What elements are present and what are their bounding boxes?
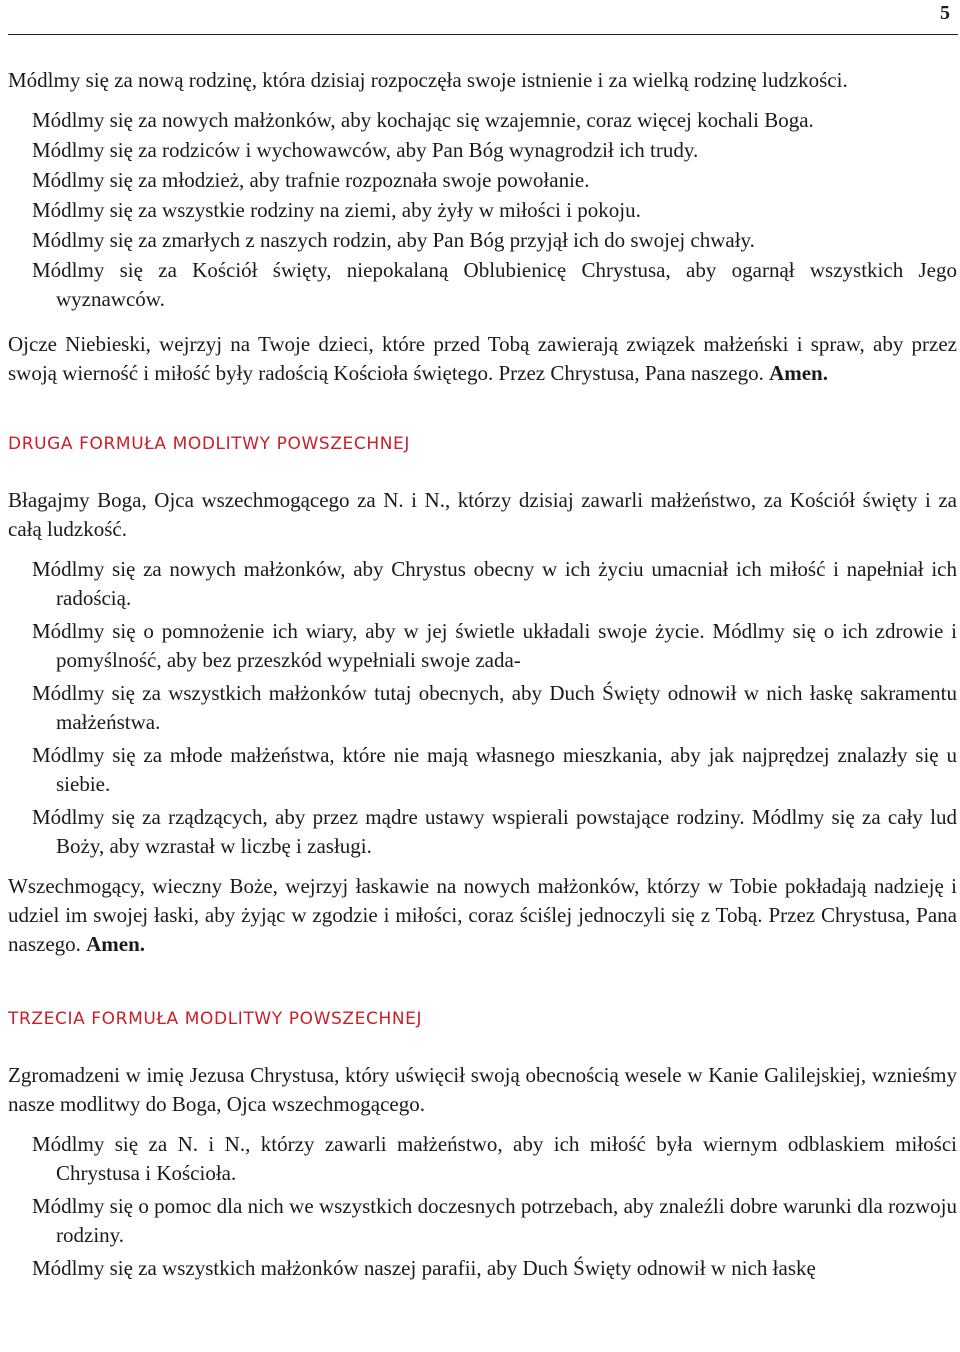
petition: Módlmy się za młode małżeństwa, które nie mają własnego mieszkania, aby jak najprędzej znalazły się u siebie. bbox=[32, 743, 957, 796]
page-content bbox=[8, 66, 957, 1287]
petition: Módlmy się za nowych małżonków, aby Chrystus obecny w ich życiu umacniał ich miłość i napełniał ich radością. bbox=[32, 557, 957, 610]
petition: Módlmy się za N. i N., którzy zawarli małżeństwo, aby ich miłość była wiernym odblaskiem miłości Chrystusa i Kościoła. bbox=[32, 1132, 957, 1185]
section3-heading: TRZECIA FORMUŁA MODLITWY POWSZECHNEJ bbox=[8, 1009, 423, 1029]
section1-closing-prayer bbox=[8, 330, 957, 388]
petition: Módlmy się o pomoc dla nich we wszystkich doczesnych potrzebach, aby znaleźli dobre warunki dla rozwoju rodziny. bbox=[32, 1194, 957, 1247]
amen: Amen. bbox=[769, 361, 828, 385]
section1-intro: Módlmy się za nową rodzinę, która dzisiaj rozpoczęła swoje istnienie i za wielką rodzinę ludzkości. bbox=[8, 68, 848, 92]
header-rule bbox=[8, 34, 958, 35]
section3-petitions bbox=[8, 1130, 957, 1283]
section2-closing-prayer bbox=[8, 872, 957, 959]
petition: Módlmy się za rodziców i wychowawców, aby Pan Bóg wynagrodził ich trudy. bbox=[32, 138, 699, 162]
petition: Módlmy się za młodzież, aby trafnie rozpoznała swoje powołanie. bbox=[32, 168, 590, 192]
section1-petitions bbox=[8, 106, 957, 314]
section2-intro: Błagajmy Boga, Ojca wszechmogącego za N. i N., którzy dzisiaj zawarli małżeństwo, za Kościół święty i za całą ludzkość. bbox=[8, 488, 957, 541]
amen: Amen. bbox=[86, 932, 146, 956]
petition: Módlmy się za wszystkie rodziny na ziemi, aby żyły w miłości i pokoju. bbox=[32, 198, 641, 222]
petition: Módlmy się za rządzących, aby przez mądre ustawy wspierali powstające rodziny. Módlmy się za cały lud Boży, aby wzrastał w liczbę i zasługi. bbox=[32, 805, 957, 858]
page-number: 5 bbox=[940, 2, 950, 24]
closing-text: Ojcze Niebieski, wejrzyj na Twoje dzieci, które przed Tobą zawierają związek małżeński i spraw, aby przez swoją wierność i miłość były radością Kościoła świętego. Przez Chrystusa, Pana naszego. bbox=[8, 332, 957, 385]
petition: Módlmy się za Kościół święty, niepokalaną Oblubienicę Chrystusa, aby ogarnął wszystkich Jego wyznawców. bbox=[32, 258, 957, 311]
petition: Módlmy się za wszystkich małżonków tutaj obecnych, aby Duch Święty odnowił w nich łaskę sakramentu małżeństwa. bbox=[32, 681, 957, 734]
closing-text: Wszechmogący, wieczny Boże, wejrzyj łaskawie na nowych małżonków, którzy w Tobie pokładają nadzieję i udziel im swojej łaski, aby żyjąc w zgodzie i miłości, coraz ściślej jednoczyli się z Tobą. Przez Chrystusa, Pana naszego. bbox=[8, 874, 957, 956]
petition: Módlmy się o pomnożenie ich wiary, aby w jej świetle układali swoje życie. Módlmy się o ich zdrowie i pomyślność, aby bez przeszkód wypełniali swoje zada- bbox=[32, 619, 957, 672]
petition: Módlmy się za nowych małżonków, aby kochając się wzajemnie, coraz więcej kochali Boga. bbox=[32, 108, 814, 132]
section3-intro: Zgromadzeni w imię Jezusa Chrystusa, który uświęcił swoją obecnością wesele w Kanie Galilejskiej, wznieśmy nasze modlitwy do Boga, Ojca wszechmogącego. bbox=[8, 1063, 957, 1116]
section2-petitions bbox=[8, 555, 957, 861]
petition: Módlmy się za wszystkich małżonków naszej parafii, aby Duch Święty odnowił w nich łaskę bbox=[32, 1256, 816, 1280]
petition: Módlmy się za zmarłych z naszych rodzin, aby Pan Bóg przyjął ich do swojej chwały. bbox=[32, 228, 755, 252]
section2-heading: DRUGA FORMUŁA MODLITWY POWSZECHNEJ bbox=[8, 434, 410, 454]
